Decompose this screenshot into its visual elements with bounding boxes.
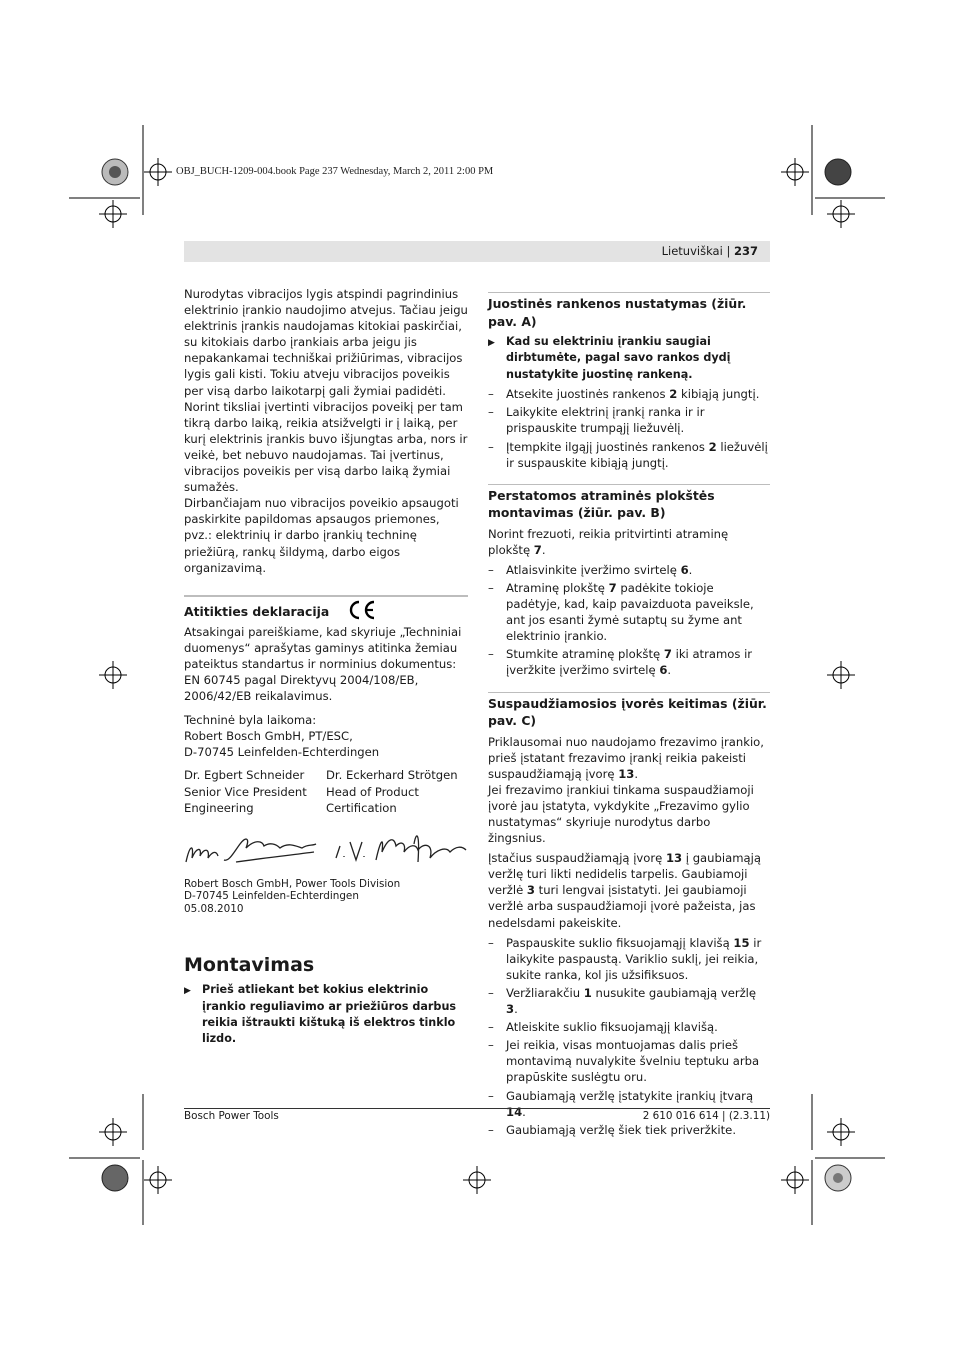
list-item: – Įtempkite ilgąjį juostinės rankenos 2 liežuvėlį ir suspauskite kibiąją jungtį. <box>488 439 768 470</box>
signers-block <box>184 767 468 815</box>
ce-mark-graphic <box>347 600 377 620</box>
left-column <box>184 286 468 1048</box>
list-item: – Paspauskite suklio fiksuojamąjį klavišą 15 ir laikykite paspaustą. Variklio suklį, jei reikia, sukite ranka, kol jis užsifiksuos. <box>488 935 762 982</box>
list-item: – Gaubiamąją veržlę šiek tiek priveržkite. <box>488 1122 737 1137</box>
plate-intro: Norint frezuoti, reikia pritvirtinti atraminę plokštę 7. <box>488 526 729 557</box>
collet-paragraph-2: Jei frezavimo įrankiui tinkama suspaudžiamoji įvorė jau įstatyta, vykdykite „Frezavimo gylio nustatymas“ skyriuje nurodytus darbo žingsnius. <box>488 782 754 846</box>
signer-1-name: Dr. Egbert Schneider <box>184 768 305 783</box>
tech-file-block <box>184 712 468 760</box>
section-rule <box>488 692 770 693</box>
assembly-warning <box>184 982 468 1048</box>
company-name: Robert Bosch GmbH, Power Tools Division <box>184 877 401 890</box>
signer-2-name: Dr. Eckerhard Strötgen <box>326 768 458 783</box>
collet-paragraph-3: Įstačius suspaudžiamąją įvorę 13 į gaubiamąją veržlę turi likti nedidelis tarpelis. Gaubiamoji veržlė 3 turi lengvai įsistatyti. Jei gaubiamoji veržlė arba suspaudžiamoji įvorė pažeista, jas nedelsdami pakeiskite. <box>488 851 761 930</box>
signer-1-dept: Engineering <box>184 800 254 815</box>
company-address: D-70745 Leinfelden-Echterdingen <box>184 890 359 903</box>
list-item: – Atraminę plokštę 7 padėkite tokioje padėtyje, kad, kaip pavaizduota paveiksle, ant jos esanti žymė sutaptų su žyme ant elektrinio įrankio. <box>488 580 754 644</box>
collet-heading: Suspaudžiamosios įvorės keitimas (žiūr. pav. C) <box>488 695 767 729</box>
tech-file-line: D-70745 Leinfelden-Echterdingen <box>184 745 380 760</box>
assembly-warning-text: Prieš atliekant bet kokius elektrinio įrankio reguliavimo ar priežiūros darbus reikia ištraukti kištuką iš elektros tinklo lizdo. <box>202 983 457 1046</box>
section-rule <box>488 292 770 293</box>
ce-mark-icon <box>347 600 377 624</box>
list-item: – Gaubiamąją veržlę įstatykite įrankių įtvarą 14. <box>488 1088 754 1119</box>
vibration-paragraph-1: Nurodytas vibracijos lygis atspindi pagrindinius elektrinio įrankio naudojimo atvejus. Tačiau jeigu elektrinis įrankis naudojamas kitokiai paskirčiai, su kitokiais darbo įrankiais arba jeigu jis nepakankamai techniškai prižiūrimas, vibracijos lygis gali kisti. Tokiu atveju vibracijos poveikis per visą darbo laikotarpį gali žymiai padidėti. Norint tiksliai įvertinti vibracijos poveikį per tam tikrą darbo laiką, reikia atsižvelgti ir į laiką, per kurį elektrinis įrankis buvo išjungtas arba, nors ir veikė, bet nebuvo naudojamas. Tai įvertinus, vibracijos poveikis per visą darbo laiką žymiai sumažės. <box>184 287 468 495</box>
list-item: – Stumkite atraminę plokštę 7 iki atramos ir įveržkite įveržimo svirtelę 6. <box>488 647 753 678</box>
signer-2-dept: Certification <box>326 800 397 815</box>
assembly-heading: Montavimas <box>184 954 315 977</box>
section-rule <box>184 595 468 597</box>
plate-steps <box>488 562 770 679</box>
strap-warning-text: Kad su elektriniu įrankiu saugiai dirbtumėte, pagal savo rankos dydį nustatykite juostinę rankeną. <box>506 335 731 381</box>
header-separator: | <box>722 244 734 258</box>
list-item: – Laikykite elektrinį įrankį ranka ir ir prispauskite trumpąjį liežuvėlį. <box>488 405 705 436</box>
list-item: – Atleiskite suklio fiksuojamąjį klavišą. <box>488 1020 718 1035</box>
company-date: 05.08.2010 <box>184 902 244 915</box>
section-rule <box>488 484 770 485</box>
collet-paragraph-1: Priklausomai nuo naudojamo frezavimo įrankio, prieš įstatant frezavimo įrankį reikia pakeisti suspaudžiamąją įvorę 13. <box>488 734 764 781</box>
plate-heading: Perstatomos atraminės plokštės montavimas (žiūr. pav. B) <box>488 487 715 521</box>
print-header: OBJ_BUCH-1209-004.book Page 237 Wednesday, March 2, 2011 2:00 PM <box>176 166 494 177</box>
footer-rule <box>184 1108 770 1109</box>
conformity-heading-row <box>184 600 468 624</box>
signer-1 <box>184 767 326 815</box>
page-header-bar <box>184 241 770 262</box>
signer-2 <box>326 767 468 815</box>
strap-heading: Juostinės rankenos nustatymas (žiūr. pav. A) <box>488 296 747 329</box>
signatures <box>184 822 468 872</box>
tech-file-line: Robert Bosch GmbH, PT/ESC, <box>184 729 353 744</box>
signer-1-title: Senior Vice President <box>184 784 307 799</box>
footer-brand: Bosch Power Tools <box>184 1110 279 1122</box>
list-item: – Veržliarakčiu 1 nusukite gaubiamąją veržlę 3. <box>488 985 757 1017</box>
list-item: – Atlaisvinkite įveržimo svirtelę 6. <box>488 562 693 577</box>
handwritten-signatures-graphic <box>184 822 468 872</box>
conformity-text: Atsakingai pareiškiame, kad skyriuje „Techniniai duomenys“ aprašytas gaminys atitinka žemiau pateiktus standartus ir norminius dokumentus: EN 60745 pagal Direktyvų 2004/108/EB, 2006/42/EB reikalavimus. <box>184 624 462 704</box>
header-language: Lietuviškai <box>661 244 723 258</box>
right-column <box>488 292 770 1138</box>
list-item: – Jei reikia, visas montuojamas dalis prieš montavimą nuvalykite švelniu teptuku arba prapūskite suslėgtu oru. <box>488 1038 760 1085</box>
header-page-number: 237 <box>733 244 758 258</box>
vibration-paragraph-2: Dirbančiajam nuo vibracijos poveikio apsaugoti paskirkite papildomas apsaugos priemones, pvz.: elektrinių ir darbo įrankių techninę priežiūrą, rankų šildymą, darbo eigos organizavimą. <box>184 496 459 575</box>
list-item: – Atsekite juostinės rankenos 2 kibiąją jungtį. <box>488 387 760 402</box>
strap-warning <box>488 334 770 383</box>
footer-doc-number: 2 610 016 614 | (2.3.11) <box>642 1110 770 1122</box>
tech-file-line: Techninė byla laikoma: <box>184 713 317 728</box>
strap-steps <box>488 386 770 470</box>
company-block <box>184 878 468 916</box>
triangle-right-icon: ▶ <box>488 338 495 348</box>
conformity-heading: Atitikties deklaracija <box>184 603 330 619</box>
signer-2-title: Head of Product <box>326 784 419 799</box>
page-header <box>662 244 758 258</box>
triangle-right-icon: ▶ <box>184 986 191 997</box>
